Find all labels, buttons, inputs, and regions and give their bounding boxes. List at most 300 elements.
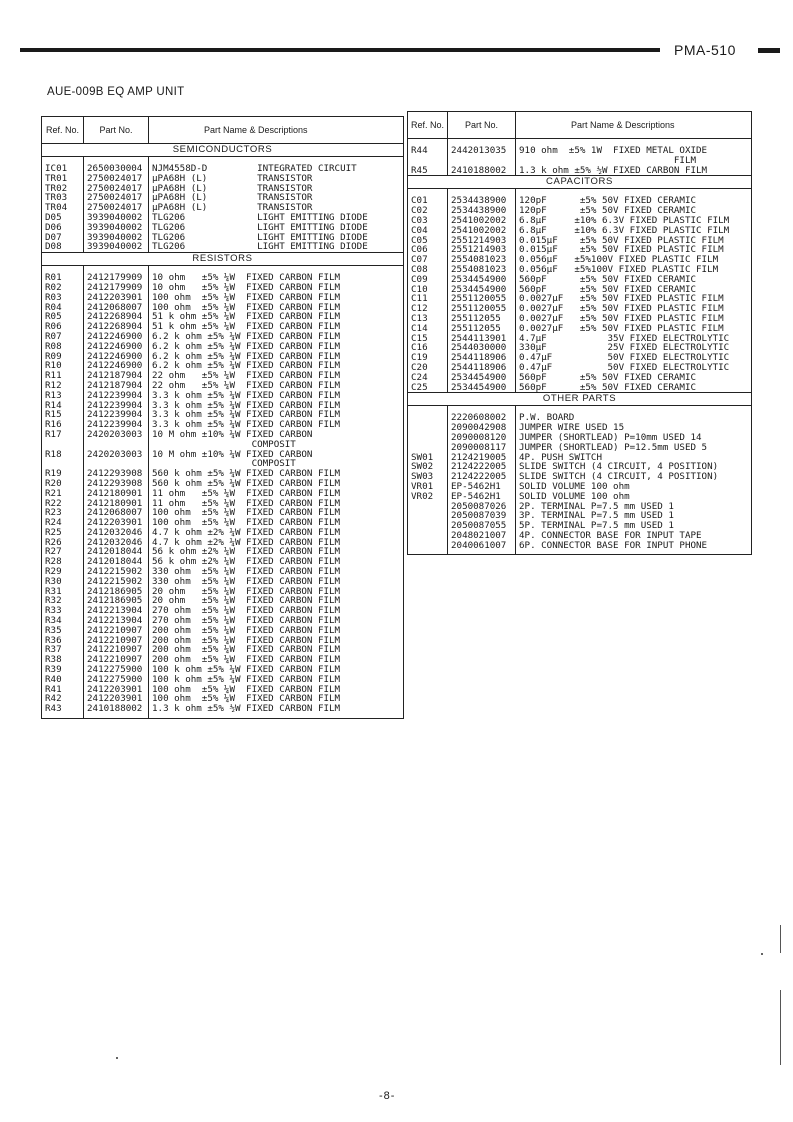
table-row [408, 443, 752, 453]
ref-no: R11 [42, 371, 84, 381]
part-name: 560 k ohm ±5% ¼W FIXED CARBON FILM [152, 478, 341, 489]
ref-no: C12 [408, 304, 448, 314]
part-description [149, 174, 404, 184]
ref-no: R14 [42, 401, 84, 411]
part-no: 2048021007 [448, 531, 516, 541]
table-row [42, 312, 404, 322]
part-description [149, 528, 404, 538]
part-name: 120pF ±5% 50V FIXED CERAMIC [519, 206, 697, 216]
semiconductors-section [42, 144, 404, 157]
ref-no [408, 413, 448, 423]
part-no: 2551120055 [448, 294, 516, 304]
part-description [149, 312, 404, 322]
part-description [149, 213, 404, 223]
part-name: COMPOSIT [152, 439, 296, 450]
part-description [149, 322, 404, 332]
part-no: 2534454900 [448, 373, 516, 383]
part-name: 3.3 k ohm ±5% ¼W FIXED CARBON FILM [152, 400, 341, 411]
spacer-cell [408, 189, 448, 197]
part-description [149, 440, 404, 450]
part-no: 2412215902 [84, 577, 149, 587]
ref-no: R13 [42, 391, 84, 401]
part-name: 51 k ohm ±5% ¼W FIXED CARBON FILM [152, 312, 341, 323]
part-name: 0.0027μF ±5% 50V FIXED PLASTIC FILM [519, 294, 724, 305]
table-row [42, 174, 404, 184]
part-name: 51 k ohm ±5% ¼W FIXED CARBON FILM [152, 322, 341, 332]
table-row [42, 459, 404, 469]
ref-no: R12 [42, 381, 84, 391]
part-name: 560pF ±5% 50V FIXED CERAMIC [519, 284, 697, 295]
table-row [408, 314, 752, 324]
part-no: 2412068007 [84, 508, 149, 518]
table-row [42, 391, 404, 401]
part-no: 2412018044 [84, 547, 149, 557]
table-row [42, 450, 404, 460]
part-no: 2412239904 [84, 391, 149, 401]
ref-no: C19 [408, 353, 448, 363]
part-name: 0.015μF ±5% 50V FIXED PLASTIC FILM [519, 245, 724, 256]
table-row [42, 293, 404, 303]
part-name: NJM4558D-D [152, 164, 208, 174]
part-description [516, 541, 752, 551]
ref-no: R15 [42, 410, 84, 420]
table-row [408, 453, 752, 463]
part-no: 2410188002 [84, 704, 149, 714]
desc-header: Part Name & Descriptions [149, 117, 404, 144]
part-description [516, 146, 752, 156]
table-row [42, 596, 404, 606]
table-row [42, 352, 404, 362]
part-description [149, 381, 404, 391]
table-row [408, 423, 752, 433]
part-name: 0.056μF ±5%100V FIXED PLASTIC FILM [519, 264, 719, 275]
part-type: TRANSISTOR [257, 193, 313, 204]
part-no: 2534454900 [448, 275, 516, 285]
ref-no: C24 [408, 373, 448, 383]
part-no: 2412203901 [84, 518, 149, 528]
part-no [84, 459, 149, 469]
table-row [408, 275, 752, 285]
part-name: 4P. PUSH SWITCH [519, 452, 602, 463]
part-name: 560pF ±5% 50V FIXED CERAMIC [519, 382, 697, 393]
part-name: TLG206 [152, 232, 186, 243]
row-spacer [42, 157, 404, 165]
part-no: 2050087039 [448, 511, 516, 521]
table-row [408, 304, 752, 314]
table-row [42, 233, 404, 243]
part-description [516, 531, 752, 541]
part-description [149, 410, 404, 420]
part-description [516, 433, 752, 443]
part-description [516, 216, 752, 226]
part-description [149, 371, 404, 381]
table-row [42, 645, 404, 655]
part-no: 2412210907 [84, 626, 149, 636]
part-no: 2554081023 [448, 265, 516, 275]
part-name: 6.8μF ±10% 6.3V FIXED PLASTIC FILM [519, 215, 730, 226]
ref-no: R09 [42, 352, 84, 362]
ref-no: C03 [408, 216, 448, 226]
ref-no: VR02 [408, 492, 448, 502]
table-row [408, 363, 752, 373]
ref-header: Ref. No. [42, 117, 84, 144]
table-row [42, 538, 404, 548]
ref-no [408, 443, 448, 453]
part-name: 5P. TERMINAL P=7.5 mm USED 1 [519, 521, 674, 531]
part-name: 100 ohm ±5% ¼W FIXED CARBON FILM [152, 694, 341, 705]
part-description [149, 606, 404, 616]
part-name: 0.47μF 50V FIXED ELECTROLYTIC [519, 362, 730, 373]
part-no: 2412032046 [84, 528, 149, 538]
table-row [42, 430, 404, 440]
part-name: 1.3 k ohm ±5% ½W FIXED CARBON FILM [152, 704, 341, 715]
table-row [42, 273, 404, 283]
ref-no: R01 [42, 273, 84, 283]
part-no: 2534454900 [448, 383, 516, 393]
ref-no: R32 [42, 596, 84, 606]
ref-no: R23 [42, 508, 84, 518]
table-row [408, 541, 752, 551]
desc-header: Part Name & Descriptions [516, 112, 752, 139]
table-row [408, 482, 752, 492]
ref-no: D08 [42, 242, 84, 252]
part-description [149, 164, 404, 174]
part-no: 2412180901 [84, 499, 149, 509]
part-name: 6P. CONNECTOR BASE FOR INPUT PHONE [519, 540, 708, 551]
ref-no: R30 [42, 577, 84, 587]
ref-no [408, 156, 448, 166]
part-description [516, 255, 752, 265]
left-parts-table [41, 116, 404, 719]
part-description [149, 303, 404, 313]
part-name: 1.3 k ohm ±5% ½W FIXED CARBON FILM [519, 165, 708, 176]
table-row [42, 193, 404, 203]
part-name: 10 ohm ±5% ¼W FIXED CARBON FILM [152, 282, 341, 293]
part-no: 2412032046 [84, 538, 149, 548]
table-row [42, 361, 404, 371]
part-no: 2412018044 [84, 557, 149, 567]
part-name: FILM [519, 155, 697, 166]
ref-no: R40 [42, 675, 84, 685]
spacer-cell [448, 189, 516, 197]
table-row [42, 332, 404, 342]
part-no: 255112055 [448, 314, 516, 324]
part-no: 2412187904 [84, 381, 149, 391]
section-title: OTHER PARTS [408, 393, 752, 406]
model-name: PMA-510 [674, 42, 736, 58]
part-description [149, 273, 404, 283]
ref-no: IC01 [42, 164, 84, 174]
ref-no [408, 511, 448, 521]
ref-no: C02 [408, 206, 448, 216]
header-rule [20, 48, 660, 52]
part-name: TLG206 [152, 242, 186, 253]
spacer-cell [149, 266, 404, 274]
spacer-cell [516, 406, 752, 414]
capacitors-section [408, 176, 752, 189]
ref-no: R28 [42, 557, 84, 567]
row-spacer [42, 266, 404, 274]
table-row [42, 420, 404, 430]
ref-no: R16 [42, 420, 84, 430]
part-description [149, 645, 404, 655]
part-name: 100 ohm ±5% ¼W FIXED CARBON FILM [152, 518, 341, 528]
part-description [149, 332, 404, 342]
table-row [42, 371, 404, 381]
part-description [149, 352, 404, 362]
ref-no: R21 [42, 489, 84, 499]
table-row [42, 528, 404, 538]
part-no: 2544118906 [448, 363, 516, 373]
ref-no [408, 502, 448, 512]
part-name: 11 ohm ±5% ¼W FIXED CARBON FILM [152, 488, 341, 499]
part-no-header: Part No. [84, 117, 149, 144]
ref-no: C20 [408, 363, 448, 373]
ref-no: C05 [408, 236, 448, 246]
table-row [42, 704, 404, 714]
part-name: SOLID VOLUME 100 ohm [519, 481, 630, 492]
part-name: 3.3 k ohm ±5% ¼W FIXED CARBON FILM [152, 410, 341, 421]
part-no: EP-5462H1 [448, 492, 516, 502]
table-row [42, 303, 404, 313]
part-type: TRANSISTOR [257, 183, 313, 194]
part-description [149, 587, 404, 597]
part-name: 560pF ±5% 50V FIXED CERAMIC [519, 372, 697, 383]
part-description [516, 462, 752, 472]
part-name: 10 ohm ±5% ¼W FIXED CARBON FILM [152, 273, 341, 283]
part-no: 2050087055 [448, 521, 516, 531]
ref-no: R25 [42, 528, 84, 538]
part-name: TLG206 [152, 222, 186, 233]
table-row [42, 567, 404, 577]
part-no: 2412068007 [84, 303, 149, 313]
table-row [42, 636, 404, 646]
table-row [408, 343, 752, 353]
part-name: 6.2 k ohm ±5% ¼W FIXED CARBON FILM [152, 361, 341, 372]
part-description [149, 547, 404, 557]
part-no: 2040061007 [448, 541, 516, 551]
part-name: μPA68H (L) [152, 193, 208, 204]
part-no: 2420203003 [84, 450, 149, 460]
ref-no: R06 [42, 322, 84, 332]
part-description [516, 502, 752, 512]
ref-no: R42 [42, 694, 84, 704]
table-row [408, 492, 752, 502]
part-type: TRANSISTOR [257, 173, 313, 184]
part-no: 2412275900 [84, 675, 149, 685]
spacer-cell [516, 189, 752, 197]
part-name: 100 k ohm ±5% ¼W FIXED CARBON FILM [152, 665, 341, 675]
part-description [516, 294, 752, 304]
part-no: 2412186905 [84, 596, 149, 606]
ref-no: TR02 [42, 184, 84, 194]
part-type: LIGHT EMITTING DIODE [257, 222, 368, 233]
part-name: JUMPER (SHORTLEAD) P=12.5mm USED 5 [519, 442, 708, 453]
part-name: 100 ohm ±5% ¼W FIXED CARBON FILM [152, 302, 341, 313]
part-name: 200 ohm ±5% ¼W FIXED CARBON FILM [152, 625, 341, 636]
part-description [516, 423, 752, 433]
table-row [42, 469, 404, 479]
ref-no: R08 [42, 342, 84, 352]
ref-no: R43 [42, 704, 84, 714]
header-rule-end [758, 48, 780, 53]
part-name: 6.2 k ohm ±5% ¼W FIXED CARBON FILM [152, 331, 341, 342]
part-name: 22 ohm ±5% ¼W FIXED CARBON FILM [152, 380, 341, 391]
part-description [516, 443, 752, 453]
part-no: 2412293908 [84, 479, 149, 489]
table-row [408, 324, 752, 334]
ref-no: C10 [408, 285, 448, 295]
table-row [42, 626, 404, 636]
part-no: 2412210907 [84, 655, 149, 665]
part-name: 3.3 k ohm ±5% ¼W FIXED CARBON FILM [152, 390, 341, 401]
part-name: COMPOSIT [152, 459, 296, 470]
part-description [149, 469, 404, 479]
row-spacer [408, 550, 752, 555]
table-row [408, 462, 752, 472]
ref-no: R33 [42, 606, 84, 616]
part-name: 100 ohm ±5% ¼W FIXED CARBON FILM [152, 292, 341, 303]
part-no: 2541002002 [448, 216, 516, 226]
part-no: 2412246900 [84, 342, 149, 352]
table-row [42, 685, 404, 695]
table-row [408, 146, 752, 156]
ref-no: C14 [408, 324, 448, 334]
part-no: 2412239904 [84, 420, 149, 430]
table-row [42, 694, 404, 704]
part-no: 2412180901 [84, 489, 149, 499]
part-name: TLG206 [152, 212, 186, 223]
section-title: CAPACITORS [408, 176, 752, 189]
part-name: 0.0027μF ±5% 50V FIXED PLASTIC FILM [519, 313, 724, 324]
part-description [516, 275, 752, 285]
ref-no: C16 [408, 343, 448, 353]
spacer-cell [516, 550, 752, 555]
spacer-cell [448, 139, 516, 147]
ref-no: R18 [42, 450, 84, 460]
part-type: LIGHT EMITTING DIODE [257, 232, 368, 243]
ref-no: R35 [42, 626, 84, 636]
part-no: 2412239904 [84, 410, 149, 420]
table-row [408, 521, 752, 531]
part-description [516, 492, 752, 502]
part-name: μPA68H (L) [152, 183, 208, 194]
part-no: 2750024017 [84, 174, 149, 184]
ref-no: R29 [42, 567, 84, 577]
table-row [42, 587, 404, 597]
table-row [42, 479, 404, 489]
part-no: 3939040002 [84, 242, 149, 252]
part-name: P.W. BOARD [519, 413, 575, 424]
table-row [408, 206, 752, 216]
part-name: 0.015μF ±5% 50V FIXED PLASTIC FILM [519, 235, 724, 246]
margin-mark [780, 990, 781, 1065]
part-description [149, 293, 404, 303]
page-number: -8- [379, 1090, 396, 1102]
table-row [408, 502, 752, 512]
table-row [408, 413, 752, 423]
part-name: SLIDE SWITCH (4 CIRCUIT, 4 POSITION) [519, 462, 719, 473]
section-title: RESISTORS [42, 253, 404, 266]
ref-no: R17 [42, 430, 84, 440]
part-no: 2412275900 [84, 665, 149, 675]
part-description [516, 482, 752, 492]
table-row [408, 531, 752, 541]
table-row [408, 255, 752, 265]
part-name: 270 ohm ±5% ¼W FIXED CARBON FILM [152, 616, 341, 626]
part-description [149, 401, 404, 411]
row-spacer [42, 714, 404, 719]
part-no: 2090008120 [448, 433, 516, 443]
part-no: 2412179909 [84, 273, 149, 283]
part-description [149, 508, 404, 518]
ref-no: R07 [42, 332, 84, 342]
ref-no [408, 423, 448, 433]
ref-no: TR03 [42, 193, 84, 203]
part-no: 2412268904 [84, 322, 149, 332]
table-row [408, 334, 752, 344]
part-name: SLIDE SWITCH (4 CIRCUIT, 4 POSITION) [519, 472, 719, 482]
part-description [516, 343, 752, 353]
ref-no: R41 [42, 685, 84, 695]
part-no: 2554081023 [448, 255, 516, 265]
spacer-cell [42, 266, 84, 274]
part-name: 330 ohm ±5% ¼W FIXED CARBON FILM [152, 567, 341, 577]
part-description [149, 675, 404, 685]
part-no: 2412213904 [84, 606, 149, 616]
table-row [408, 472, 752, 482]
resistors-section [42, 253, 404, 266]
ref-no: C11 [408, 294, 448, 304]
ref-no: SW03 [408, 472, 448, 482]
part-description [516, 166, 752, 176]
table-row [42, 489, 404, 499]
part-no: 2090008117 [448, 443, 516, 453]
part-name: 3P. TERMINAL P=7.5 mm USED 1 [519, 511, 674, 522]
part-name: 270 ohm ±5% ¼W FIXED CARBON FILM [152, 606, 341, 617]
part-description [516, 265, 752, 275]
part-name: 22 ohm ±5% ¼W FIXED CARBON FILM [152, 371, 341, 381]
part-name: 120pF ±5% 50V FIXED CERAMIC [519, 196, 697, 207]
table-row [42, 557, 404, 567]
part-description [149, 223, 404, 233]
row-spacer [408, 139, 752, 147]
part-name: 0.0027μF ±5% 50V FIXED PLASTIC FILM [519, 323, 724, 334]
part-description [516, 373, 752, 383]
part-description [516, 245, 752, 255]
part-name: 0.47μF 50V FIXED ELECTROLYTIC [519, 353, 730, 363]
part-description [149, 420, 404, 430]
spacer-cell [408, 139, 448, 147]
part-no: 2090042908 [448, 423, 516, 433]
part-no: 2412203901 [84, 685, 149, 695]
part-name: 4.7 k ohm ±2% ¼W FIXED CARBON FILM [152, 527, 341, 538]
ref-no: R04 [42, 303, 84, 313]
part-description [149, 459, 404, 469]
part-description [516, 236, 752, 246]
ref-no [42, 440, 84, 450]
part-no: 255112055 [448, 324, 516, 334]
part-no: 3939040002 [84, 213, 149, 223]
part-no: 2650030004 [84, 164, 149, 174]
part-name: 10 M ohm ±10% ¼W FIXED CARBON [152, 429, 313, 440]
part-no: 2551214903 [448, 245, 516, 255]
part-no: 2412246900 [84, 332, 149, 342]
table-row [408, 245, 752, 255]
table-row [42, 322, 404, 332]
part-name: SOLID VOLUME 100 ohm [519, 491, 630, 502]
part-no: 3939040002 [84, 223, 149, 233]
